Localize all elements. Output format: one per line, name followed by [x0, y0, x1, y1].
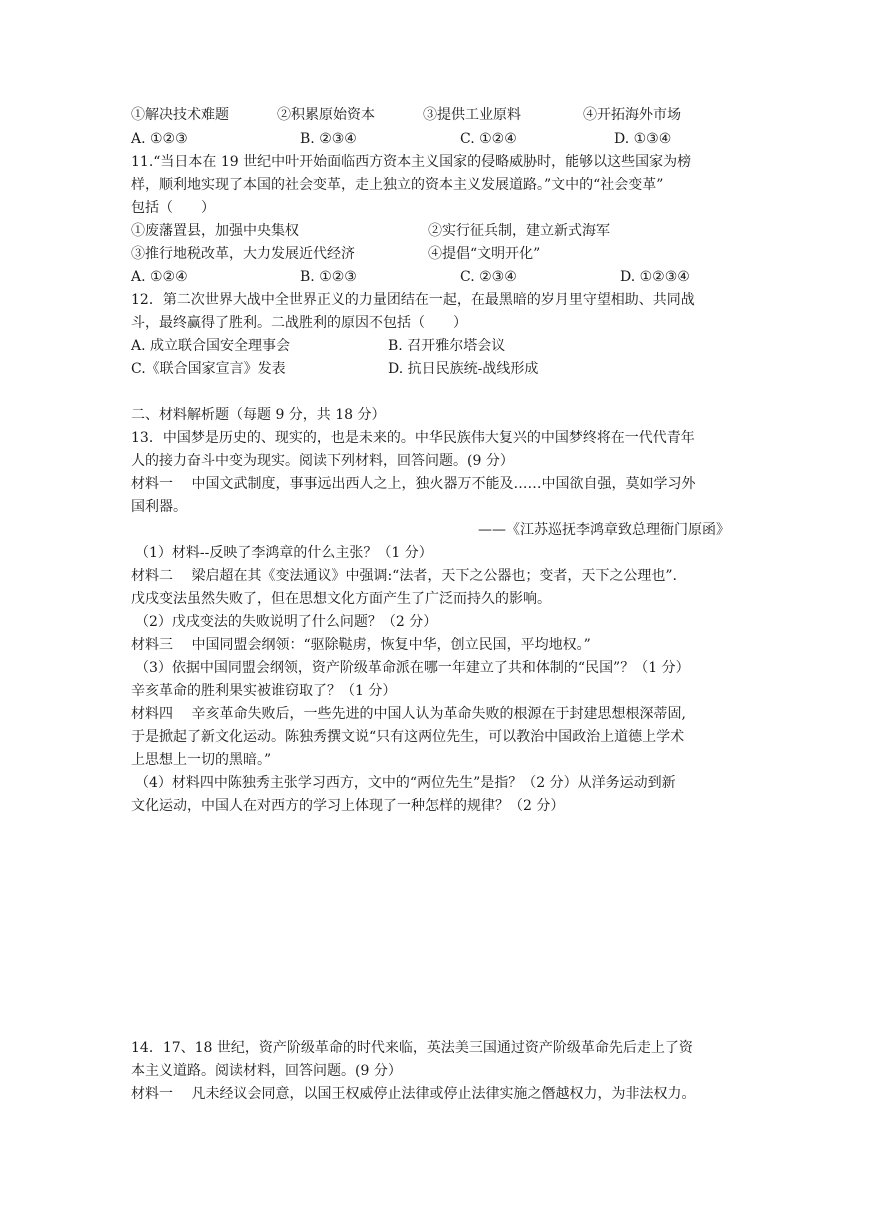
q10-option-3: ③提供工业原料 [423, 107, 521, 123]
q13-material-1-source: ——《江苏巡抚李鸿章致总理衙门原函》 [478, 522, 730, 538]
q12-choice-c: C.《联合国家宣言》发表 [131, 361, 286, 377]
q13-intro-line-2: 人的接力奋斗中变为现实。阅读下列材料，回答问题。(9 分） [131, 453, 514, 469]
q13-question-4-line-1: （4）材料四中陈独秀主张学习西方，文中的“两位先生”是指？（2 分）从洋务运动到新 [135, 775, 676, 791]
q13-question-2: （2）戊戌变法的失败说明了什么问题？（2 分） [135, 614, 438, 630]
q10-choice-b: B. ②③④ [300, 131, 357, 147]
q11-choice-a: A. ①②④ [131, 269, 188, 285]
q11-item-2: ②实行征兵制，建立新式海军 [428, 223, 610, 239]
q14-intro-line-2: 本主义道路。阅读材料，回答问题。(9 分） [131, 1063, 402, 1079]
q12-choice-b: B. 召开雅尔塔会议 [388, 338, 506, 354]
q12-choice-d: D. 抗日民族统-战线形成 [388, 361, 539, 377]
q11-stem-line-1: 11.“当日本在 19 世纪中叶开始面临西方资本主义国家的侵略威胁时，能够以这些国家为榜 [131, 154, 692, 170]
q10-choice-c: C. ①②④ [460, 131, 517, 147]
q10-option-1: ①解决技术难题 [131, 107, 229, 123]
q11-choice-b: B. ①②③ [300, 269, 357, 285]
q14-material-1: 材料一 凡未经议会同意，以国王权威停止法律或停止法律实施之僭越权力，为非法权力。 [131, 1086, 696, 1102]
section-2-heading: 二、材料解析题（每题 9 分，共 18 分） [131, 407, 386, 423]
q11-choice-d: D. ①②③④ [620, 269, 690, 285]
q13-intro-line-1: 13．中国梦是历史的、现实的，也是未来的。中华民族伟大复兴的中国梦终将在一代代青年 [131, 430, 695, 446]
q14-intro-line-1: 14．17、18 世纪，资产阶级革命的时代来临，英法美三国通过资产阶级革命先后走上了资 [131, 1040, 693, 1056]
q13-material-4-line-2: 于是掀起了新文化运动。陈独秀撰文说“只有这两位先生，可以教治中国政治上道德上学术 [131, 729, 685, 745]
q10-choice-a: A. ①②③ [131, 131, 188, 147]
q11-stem-line-2: 样，顺利地实现了本国的社会变革，走上独立的资本主义发展道路。”文中的“社会变革” [131, 177, 664, 193]
q13-question-4-line-2: 文化运动，中国人在对西方的学习上体现了一种怎样的规律？（2 分） [131, 798, 565, 814]
q13-question-1: （1）材料--反映了李鸿章的什么主张？（1 分） [135, 545, 433, 561]
q13-question-3-line-2: 辛亥革命的胜利果实被谁窃取了？（1 分） [131, 683, 397, 699]
q13-question-3-line-1: （3）依据中国同盟会纲领，资产阶级革命派在哪一年建立了共和体制的“民国”？（1 分） [135, 660, 690, 676]
q10-choice-d: D. ①③④ [614, 131, 672, 147]
q13-material-4-line-1: 材料四 辛亥革命失败后，一些先进的中国人认为革命失败的根源在于封建思想根深蒂固, [131, 706, 686, 722]
q13-material-3: 材料三 中国同盟会纲领：“驱除鞑虏，恢复中华，创立民国，平均地权。” [131, 637, 591, 653]
q12-stem-line-1: 12．第二次世界大战中全世界正义的力量团结在一起，在最黑暗的岁月里守望相助、共同战 [131, 292, 695, 308]
q11-stem-line-3: 包括（ ） [131, 200, 215, 216]
q12-choice-a: A. 成立联合国安全理事会 [131, 338, 291, 354]
q13-material-1-line-1: 材料一 中国文武制度，事事远出西人之上，独火器万不能及……中国欲自强，莫如学习外 [131, 476, 696, 492]
q11-item-3: ③推行地税改革，大力发展近代经济 [131, 246, 355, 262]
q11-item-1: ①废藩置县，加强中央集权 [131, 223, 299, 239]
q12-stem-line-2: 斗，最终赢得了胜利。二战胜利的原因不包括（ ） [131, 315, 467, 331]
q13-material-2-line-2: 戊戌变法虽然失败了，但在思想文化方面产生了广泛而持久的影响。 [131, 591, 551, 607]
q10-option-4: ④开拓海外市场 [583, 107, 681, 123]
q11-item-4: ④提倡“文明开化” [428, 246, 541, 262]
q11-choice-c: C. ②③④ [460, 269, 517, 285]
q13-material-2-line-1: 材料二 梁启超在其《变法通议》中强调:“法者，天下之公器也；变者，天下之公理也”. [131, 568, 677, 584]
q10-option-2: ②积累原始资本 [277, 107, 375, 123]
q13-material-4-line-3: 上思想上一切的黑暗。” [131, 752, 272, 768]
q13-material-1-line-2: 国利器。 [131, 499, 187, 515]
